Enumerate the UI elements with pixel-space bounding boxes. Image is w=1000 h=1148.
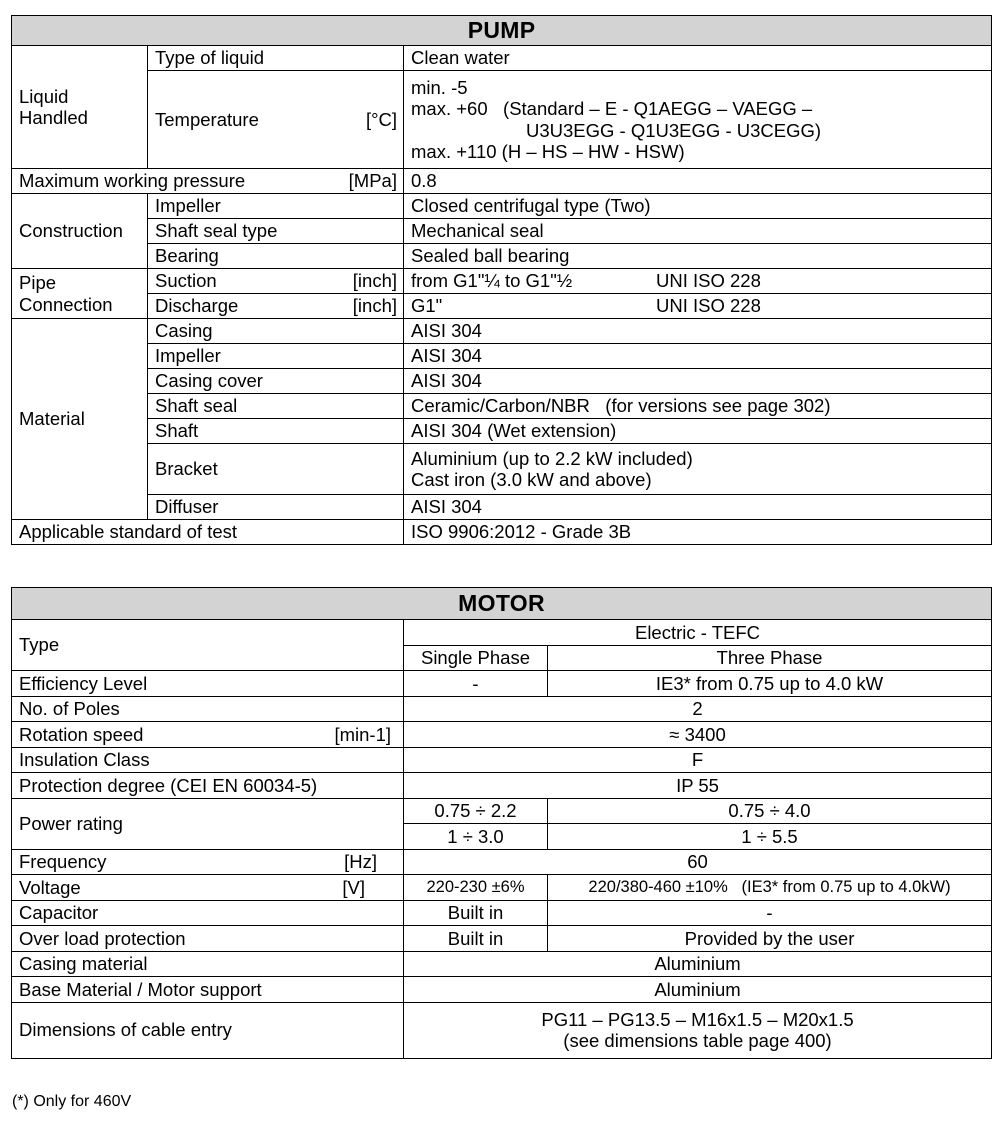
three-phase-header: Three Phase (548, 645, 992, 671)
protection-degree-value: IP 55 (404, 773, 992, 799)
footnote: (*) Only for 460V (12, 1093, 132, 1110)
discharge-value: G1" UNI ISO 228 (404, 294, 992, 319)
diffuser-value: AISI 304 (404, 495, 992, 520)
poles-label: No. of Poles (12, 696, 404, 722)
type-of-liquid-label: Type of liquid (148, 46, 404, 71)
applicable-standard-label: Applicable standard of test (12, 520, 404, 545)
temperature-value: min. -5 max. +60 (Standard – E - Q1AEGG – VAEGG – U3U3EGG - Q1U3EGG - U3CEGG) max. +110 (H – HS – HW - HSW) (404, 71, 992, 169)
motor-table (11, 587, 992, 1059)
base-material-label: Base Material / Motor support (12, 977, 404, 1003)
insulation-class-value: F (404, 747, 992, 773)
protection-degree-label: Protection degree (CEI EN 60034-5) (12, 773, 404, 799)
shaft-value: AISI 304 (Wet extension) (404, 419, 992, 444)
material-label: Material (12, 319, 148, 520)
shaft-label: Shaft (148, 419, 404, 444)
casing-cover-value: AISI 304 (404, 369, 992, 394)
type-of-liquid-value: Clean water (404, 46, 992, 71)
bearing-value: Sealed ball bearing (404, 244, 992, 269)
cable-entry-label: Dimensions of cable entry (12, 1002, 404, 1058)
motor-type-label: Type (12, 620, 404, 671)
power-kw-single: 0.75 ÷ 2.2 (404, 798, 548, 824)
power-hp-three: 1 ÷ 5.5 (548, 824, 992, 850)
frequency-value: 60 (404, 849, 992, 875)
efficiency-three: IE3* from 0.75 up to 4.0 kW (548, 671, 992, 697)
motor-title: MOTOR (12, 588, 992, 620)
construction-label: Construction (12, 194, 148, 269)
shaft-seal-value: Ceramic/Carbon/NBR (for versions see page 302) (404, 394, 992, 419)
max-pressure-value: 0.8 (404, 169, 992, 194)
impeller-material-value: AISI 304 (404, 344, 992, 369)
pump-table (11, 15, 992, 545)
discharge-label: [inch] Discharge (148, 294, 404, 319)
diffuser-label: Diffuser (148, 495, 404, 520)
pump-title: PUMP (12, 16, 992, 46)
overload-protection-label: Over load protection (12, 926, 404, 952)
poles-value: 2 (404, 696, 992, 722)
max-pressure-label: [MPa] Maximum working pressure (12, 169, 404, 194)
rotation-speed-label: [min-1] Rotation speed (12, 722, 404, 748)
frequency-label: [Hz] Frequency (12, 849, 404, 875)
insulation-class-label: Insulation Class (12, 747, 404, 773)
overload-three: Provided by the user (548, 926, 992, 952)
voltage-three: 220/380-460 ±10% (IE3* from 0.75 up to 4.0kW) (548, 875, 992, 901)
efficiency-label: Efficiency Level (12, 671, 404, 697)
shaft-seal-type-label: Shaft seal type (148, 219, 404, 244)
temperature-label: [°C] Temperature (148, 71, 404, 169)
casing-cover-label: Casing cover (148, 369, 404, 394)
motor-type-value: Electric - TEFC (404, 620, 992, 646)
power-hp-single: 1 ÷ 3.0 (404, 824, 548, 850)
pipe-connection-label: Pipe Connection (12, 269, 148, 319)
capacitor-three: - (548, 900, 992, 926)
casing-material-label: Casing material (12, 951, 404, 977)
cable-entry-value: PG11 – PG13.5 – M16x1.5 – M20x1.5 (see dimensions table page 400) (404, 1002, 992, 1058)
rotation-speed-value: ≈ 3400 (404, 722, 992, 748)
suction-value: from G1"¼ to G1"½ UNI ISO 228 (404, 269, 992, 294)
impeller-material-label: Impeller (148, 344, 404, 369)
bracket-value: Aluminium (up to 2.2 kW included) Cast iron (3.0 kW and above) (404, 444, 992, 495)
voltage-label: [V] Voltage (12, 875, 404, 901)
applicable-standard-value: ISO 9906:2012 - Grade 3B (404, 520, 992, 545)
single-phase-header: Single Phase (404, 645, 548, 671)
casing-label: Casing (148, 319, 404, 344)
efficiency-single: - (404, 671, 548, 697)
bearing-label: Bearing (148, 244, 404, 269)
bracket-label: Bracket (148, 444, 404, 495)
voltage-single: 220-230 ±6% (404, 875, 548, 901)
overload-single: Built in (404, 926, 548, 952)
capacitor-single: Built in (404, 900, 548, 926)
casing-value: AISI 304 (404, 319, 992, 344)
suction-label: [inch] Suction (148, 269, 404, 294)
shaft-seal-type-value: Mechanical seal (404, 219, 992, 244)
capacitor-label: Capacitor (12, 900, 404, 926)
base-material-value: Aluminium (404, 977, 992, 1003)
shaft-seal-label: Shaft seal (148, 394, 404, 419)
liquid-handled-label: Liquid Handled (12, 46, 148, 169)
power-kw-three: 0.75 ÷ 4.0 (548, 798, 992, 824)
impeller-type-label: Impeller (148, 194, 404, 219)
power-rating-label: Power rating (12, 798, 404, 849)
casing-material-value: Aluminium (404, 951, 992, 977)
impeller-type-value: Closed centrifugal type (Two) (404, 194, 992, 219)
